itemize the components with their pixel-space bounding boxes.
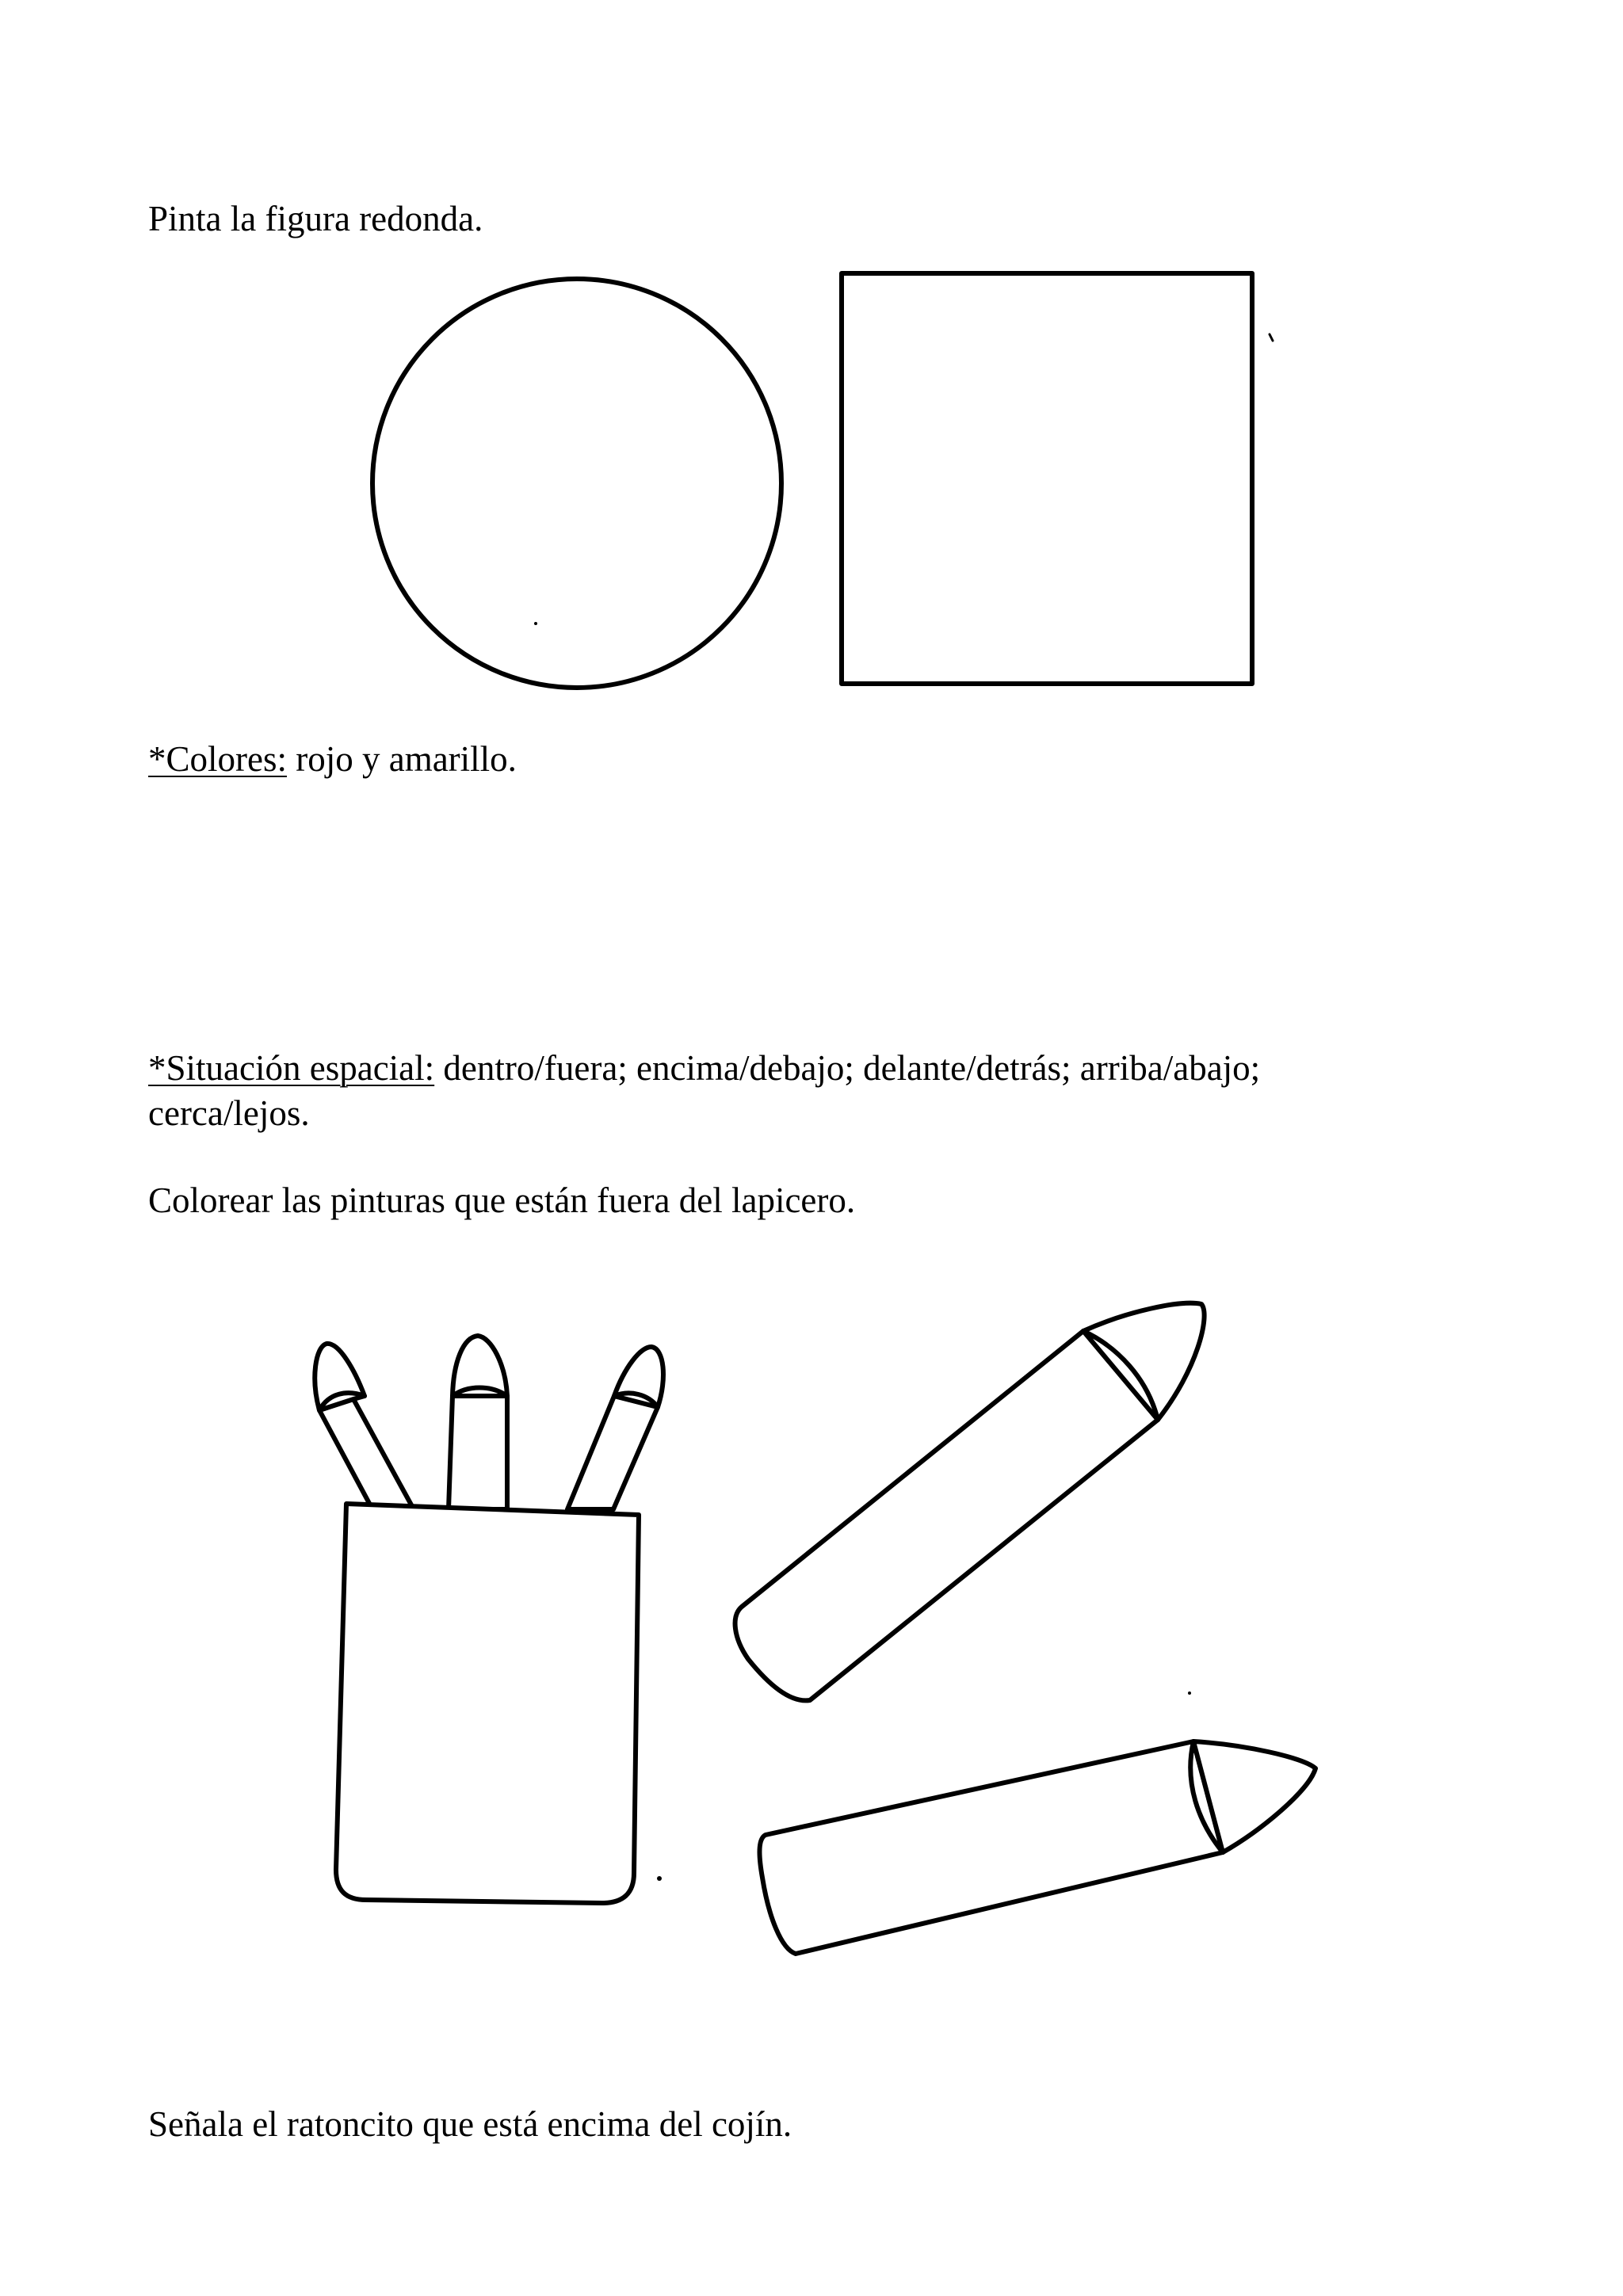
instruction-round-shape: Pinta la figura redonda. bbox=[148, 199, 483, 238]
spatial-text: dentro/fuera; encima/debajo; delante/detrás; arriba/abajo; bbox=[434, 1048, 1261, 1088]
stray-dot-2 bbox=[657, 1876, 662, 1881]
loose-pencil-top[interactable] bbox=[735, 1303, 1205, 1701]
cup-pencil-left[interactable] bbox=[315, 1344, 414, 1509]
spatial-line-2: cerca/lejos. bbox=[148, 1093, 310, 1133]
colors-label: *Colores: bbox=[148, 739, 287, 779]
stray-dot bbox=[534, 622, 537, 625]
stray-mark bbox=[1270, 334, 1273, 341]
square-shape[interactable] bbox=[842, 273, 1252, 684]
cup-pencil-right[interactable] bbox=[567, 1347, 663, 1509]
circle-shape[interactable] bbox=[372, 279, 781, 688]
pencil-cup[interactable] bbox=[336, 1504, 639, 1903]
colors-text: rojo y amarillo. bbox=[287, 739, 517, 779]
cup-pencil-middle[interactable] bbox=[449, 1336, 507, 1509]
instruction-pencils: Colorear las pinturas que están fuera del lapicero. bbox=[148, 1180, 856, 1220]
loose-pencil-bottom[interactable] bbox=[760, 1741, 1316, 1954]
instruction-mouse: Señala el ratoncito que está encima del cojín. bbox=[148, 2104, 792, 2144]
stray-dot-3 bbox=[1188, 1691, 1191, 1695]
spatial-label: *Situación espacial: bbox=[148, 1048, 435, 1088]
